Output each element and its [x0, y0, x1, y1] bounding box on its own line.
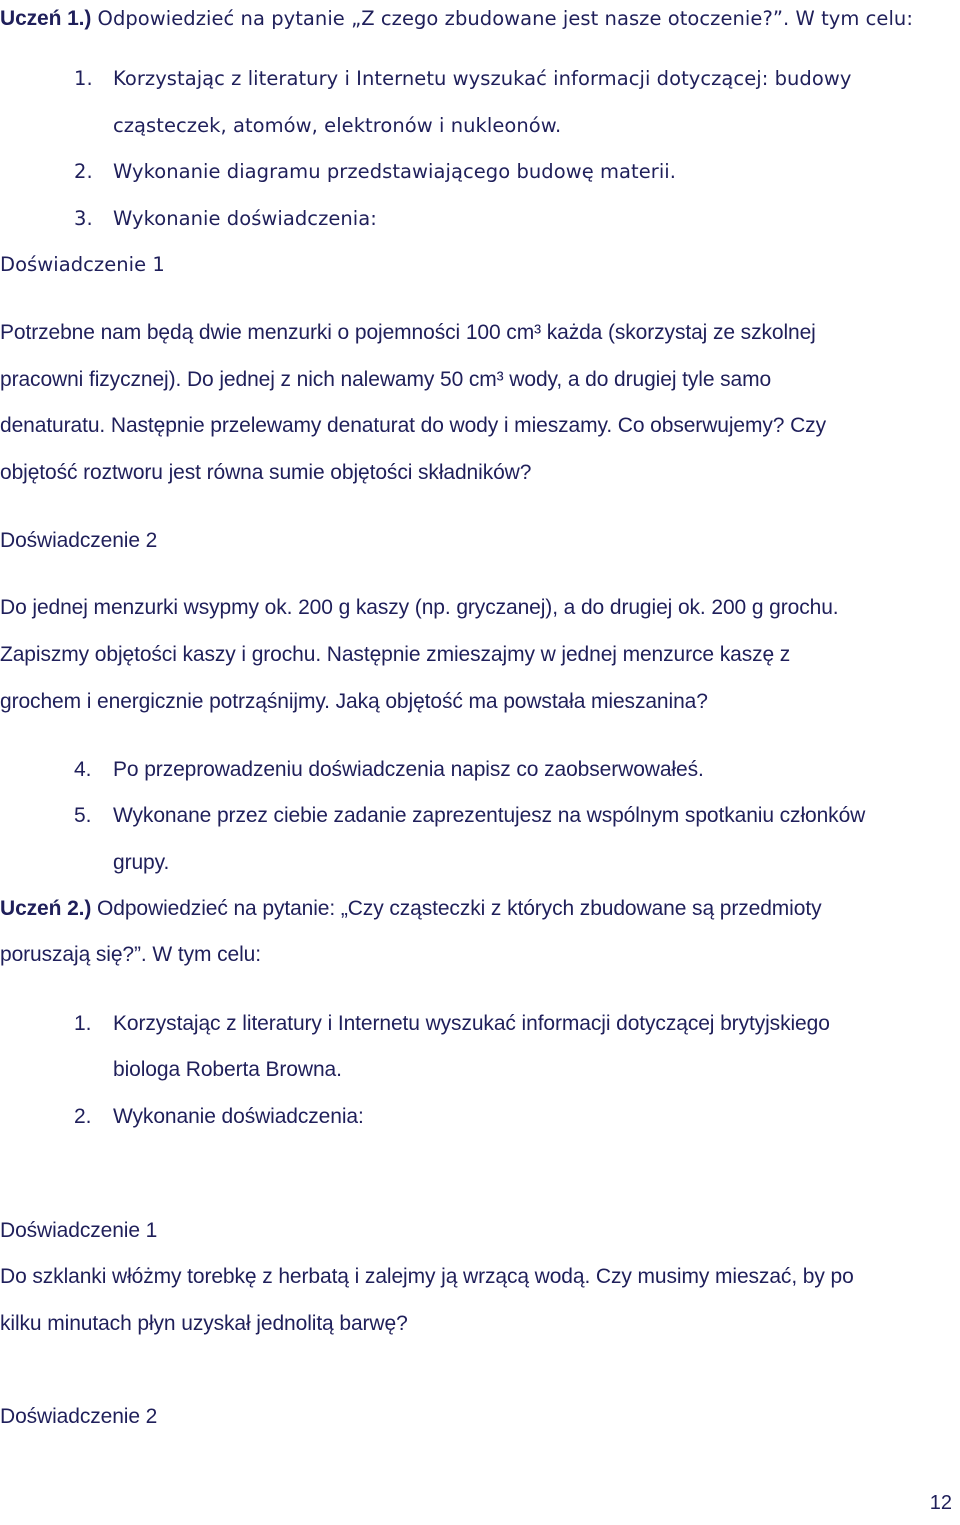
- experiment-2-title: Doświadczenie 2: [0, 529, 158, 552]
- list-item-continuation: [0, 1057, 960, 1083]
- list-text: biologa Roberta Browna.: [113, 1058, 342, 1081]
- list-number: 5.: [74, 804, 92, 827]
- list-text: Wykonanie diagramu przedstawiającego budowę materii.: [113, 160, 677, 183]
- list-item: [0, 159, 960, 185]
- list-number: 3.: [74, 207, 93, 230]
- list-number: 4.: [74, 758, 92, 781]
- student-1-question: Odpowiedzieć na pytanie „Z czego zbudowane jest nasze otoczenie?”. W tym celu:: [91, 7, 913, 30]
- list-text: Korzystając z literatury i Internetu wyszukać informacji dotyczącej: budowy: [113, 67, 852, 90]
- experiment-2-text-line: grochem i energicznie potrząśnijmy. Jaką objętość ma powstała mieszanina?: [0, 690, 708, 713]
- list-text: Po przeprowadzeniu doświadczenia napisz co zaobserwowałeś.: [113, 758, 704, 781]
- student-2-question-continuation: poruszają się?”. W tym celu:: [0, 943, 261, 966]
- list-text: Wykonanie doświadczenia:: [113, 1105, 364, 1128]
- list-item: [0, 803, 960, 829]
- experiment-1-text-line: Potrzebne nam będą dwie menzurki o pojemności 100 cm³ każda (skorzystaj ze szkolnej: [0, 321, 816, 344]
- page-number: 12: [929, 1492, 952, 1514]
- list-item-continuation: [0, 113, 960, 139]
- list-item: [0, 1011, 960, 1037]
- list-number: 1.: [74, 1012, 92, 1035]
- list-number: 2.: [74, 160, 93, 183]
- list-text: Korzystając z literatury i Internetu wyszukać informacji dotyczącej brytyjskiego: [113, 1012, 830, 1035]
- student-2-heading: [0, 896, 821, 922]
- list-text: Wykonane przez ciebie zadanie zaprezentujesz na wspólnym spotkaniu członków: [113, 804, 866, 827]
- list-item: [0, 757, 960, 783]
- experiment-1-text-line: pracowni fizycznej). Do jednej z nich nalewamy 50 cm³ wody, a do drugiej tyle samo: [0, 368, 772, 391]
- list-item: [0, 66, 960, 92]
- experiment-2-text-line: Zapiszmy objętości kaszy i grochu. Następnie zmieszajmy w jednej menzurce kaszę z: [0, 643, 791, 666]
- experiment-1-text-line: objętość roztworu jest równa sumie objętości składników?: [0, 461, 532, 484]
- student-1-label: Uczeń 1.): [0, 7, 92, 30]
- list-number: 2.: [74, 1105, 92, 1128]
- experiment-1-title: Doświadczenie 1: [0, 253, 165, 276]
- student-2-question: Odpowiedzieć na pytanie: „Czy cząsteczki z których zbudowane są przedmioty: [91, 897, 822, 920]
- list-item: [0, 206, 960, 232]
- experiment-1-text-line: kilku minutach płyn uzyskał jednolitą barwę?: [0, 1312, 408, 1335]
- list-text: cząsteczek, atomów, elektronów i nukleonów.: [113, 114, 562, 137]
- experiment-2-text-line: Do jednej menzurki wsypmy ok. 200 g kaszy (np. gryczanej), a do drugiej ok. 200 g grochu.: [0, 596, 839, 619]
- experiment-1-text-line: Do szklanki włóżmy torebkę z herbatą i zalejmy ją wrzącą wodą. Czy musimy mieszać, by po: [0, 1265, 854, 1288]
- list-text: Wykonanie doświadczenia:: [113, 207, 377, 230]
- list-text: grupy.: [113, 851, 170, 874]
- experiment-2-title: Doświadczenie 2: [0, 1405, 158, 1428]
- student-1-heading: [0, 6, 913, 32]
- list-item-continuation: [0, 850, 960, 876]
- experiment-1-text-line: denaturatu. Następnie przelewamy denaturat do wody i mieszamy. Co obserwujemy? Czy: [0, 414, 826, 437]
- experiment-1-title: Doświadczenie 1: [0, 1219, 158, 1242]
- list-item: [0, 1104, 960, 1130]
- list-number: 1.: [74, 67, 93, 90]
- student-2-label: Uczeń 2.): [0, 897, 92, 920]
